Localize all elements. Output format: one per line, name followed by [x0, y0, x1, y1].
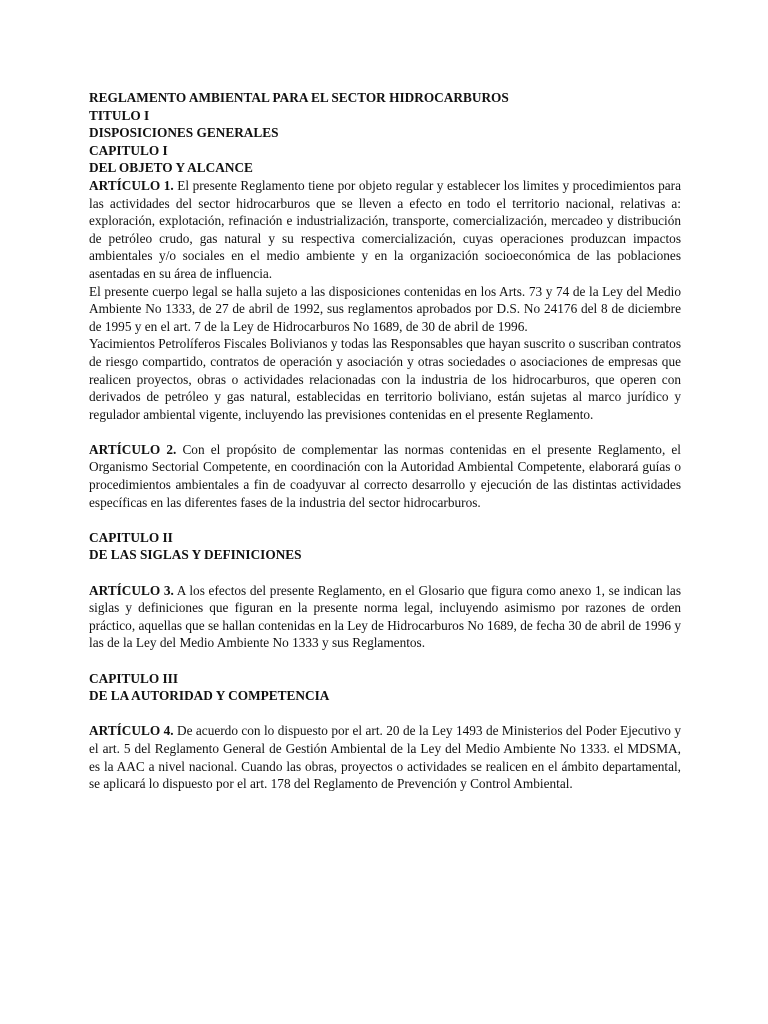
spacer [89, 511, 681, 529]
spacer [89, 423, 681, 441]
document-page [89, 89, 681, 793]
capitulo-3-heading: CAPITULO III [89, 670, 179, 686]
capitulo-1-heading: CAPITULO I [89, 142, 168, 158]
titulo-name-heading: DISPOSICIONES GENERALES [89, 125, 279, 141]
spacer [89, 564, 681, 582]
spacer [89, 705, 681, 723]
article-3-paragraph [89, 582, 681, 652]
document-title: REGLAMENTO AMBIENTAL PARA EL SECTOR HIDROCARBUROS [89, 90, 509, 105]
article-1-text: El presente Reglamento tiene por objeto regular y establecer los limites y procedimientos para las actividades del sector hidrocarburos que se lleven a efecto en todo el territorio nacional, relativas a: exploración, explotación, refinación e industrialización, transporte, comercialización, mercadeo y distribución de petróleo crudo, gas natural y su respectiva comercialización, cuyas operaciones produzcan impactos ambientales y/o sociales en el medio ambiente y en la organización socioeconómica de las poblaciones asentadas en su área de influencia. [89, 177, 682, 281]
article-2-paragraph [89, 441, 681, 511]
article-4-text: De acuerdo con lo dispuesto por el art. 20 de la Ley 1493 de Ministerios del Poder Ejecutivo y el art. 5 del Reglamento General de Gestión Ambiental de la Ley del Medio Ambiente No 1333. el MDSMA, es la AAC a nivel nacional. Cuando las obras, proyectos o actividades se realicen en el ámbito departamental, se aplicará lo dispuesto por el art. 178 del Reglamento de Prevención y Control Ambiental. [89, 723, 681, 792]
spacer [89, 652, 681, 670]
article-2-text: Con el propósito de complementar las normas contenidas en el presente Reglamento, el Organismo Sectorial Competente, en coordinación con la Autoridad Ambiental Competente, elaborará guías o procedimientos ambientales a fin de coadyuvar al correcto desarrollo y ejecución de las distintas actividades específicas en las diferentes fases de la industria del sector hidrocarburos. [89, 441, 681, 510]
article-2-label: ARTÍCULO 2. [89, 441, 177, 457]
article-1-paragraph-3: Yacimientos Petrolíferos Fiscales Bolivianos y todas las Responsables que hayan suscrito o suscriban contratos de riesgo compartido, contratos de operación y asociación y otras sociedades o asociaciones de empresas que realicen proyectos, obras o actividades relacionadas con la industria de los hidrocarburos, que operen con derivados de petróleo y gas natural, establecidas en territorio boliviano, están sujetas al marco jurídico y regulador ambiental vigente, incluyendo las previsiones contenidas en el presente Reglamento. [89, 336, 681, 422]
titulo-heading: TITULO I [89, 107, 150, 123]
article-1-paragraph-2: El presente cuerpo legal se halla sujeto a las disposiciones contenidas en los Arts. 73 y 74 de la Ley del Medio Ambiente No 1333, de 27 de abril de 1992, sus reglamentos aprobados por D.S. No 24176 del 8 de diciembre de 1995 y en el art. 7 de la Ley de Hidrocarburos No 1689, de 30 de abril de 1996. [89, 283, 681, 334]
article-1-label: ARTÍCULO 1. [89, 177, 174, 193]
capitulo-1-name-heading: DEL OBJETO Y ALCANCE [89, 160, 253, 176]
article-1-paragraph [89, 177, 681, 283]
article-4-label: ARTÍCULO 4. [89, 723, 174, 739]
capitulo-2-heading: CAPITULO II [89, 529, 173, 545]
article-4-paragraph [89, 722, 681, 792]
capitulo-3-name-heading: DE LA AUTORIDAD Y COMPETENCIA [89, 688, 330, 704]
article-3-label: ARTÍCULO 3. [89, 582, 174, 598]
article-3-text: A los efectos del presente Reglamento, en el Glosario que figura como anexo 1, se indican las siglas y definiciones que figuran en la presente norma legal, incluyendo asimismo por razones de orden práctico, aquellas que se hallan contenidas en la Ley de Hidrocarburos No 1689, de fecha 30 de abril de 1996 y las de la Ley del Medio Ambiente No 1333 y sus Reglamentos. [89, 582, 681, 651]
capitulo-2-name-heading: DE LAS SIGLAS Y DEFINICIONES [89, 547, 302, 563]
